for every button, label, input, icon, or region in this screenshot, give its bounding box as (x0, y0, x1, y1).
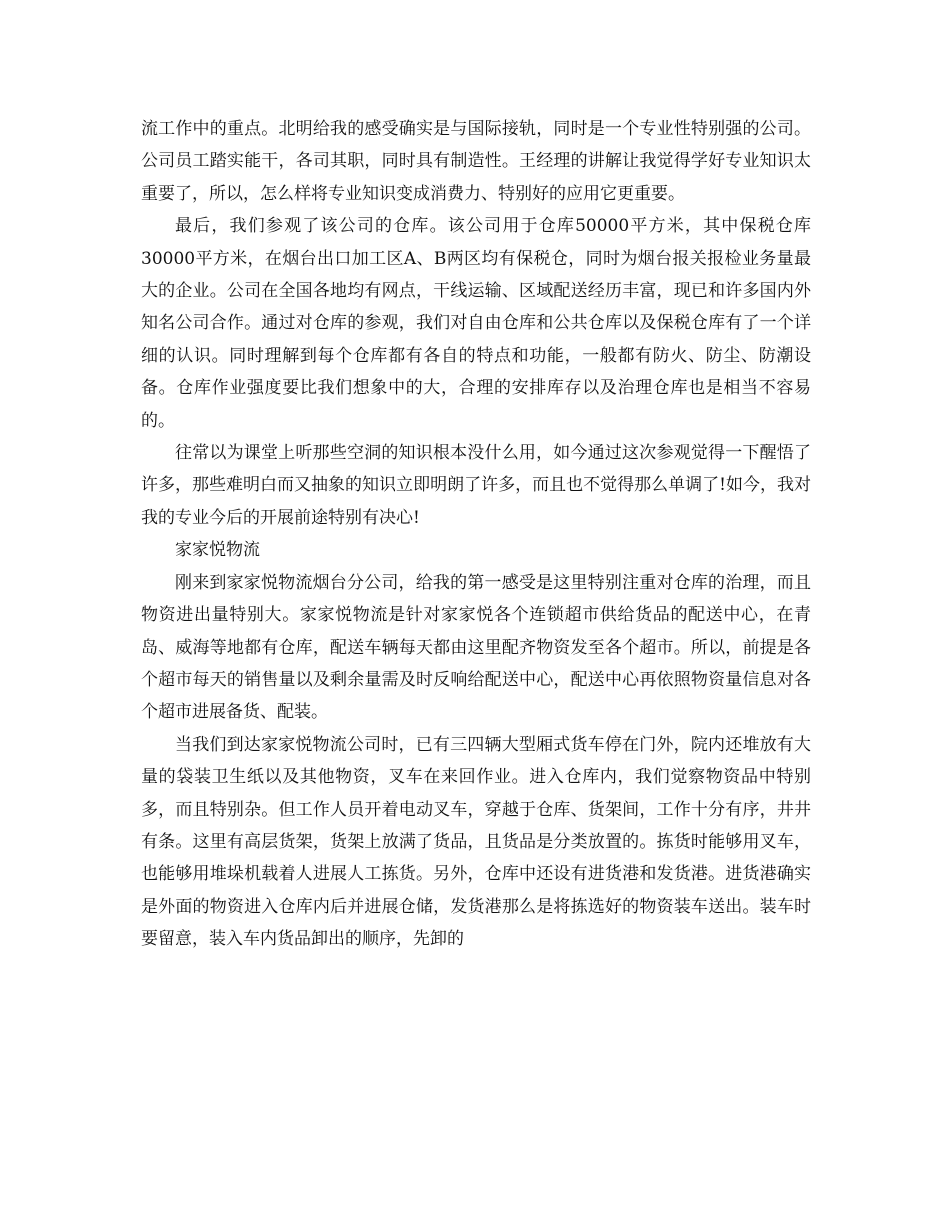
paragraph-continued: 流工作中的重点。北明给我的感受确实是与国际接轨，同时是一个专业性特别强的公司。公司员工踏实能干，各司其职，同时具有制造性。王经理的讲解让我觉得学好专业知识太重要了，所以，怎么样将专业知识变成消费力、特别好的应用它更重要。 (141, 119, 811, 204)
paragraph-jiajiayue-intro: 刚来到家家悦物流烟台分公司，给我的第一感受是这里特别注重对仓库的治理，而且物资进出量特别大。家家悦物流是针对家家悦各个连锁超市供给货品的配送中心，在青岛、威海等地都有仓库，配送车辆每天都由这里配齐物资发至各个超市。所以，前提是各个超市每天的销售量以及剩余量需及时反响给配送中心，配送中心再依照物资量信息对各个超市进展备货、配装。 (141, 572, 811, 723)
paragraph-warehouse-visit: 最后，我们参观了该公司的仓库。该公司用于仓库50000平方米，其中保税仓库30000平方米，在烟台出口加工区A、B两区均有保税仓，同时为烟台报关报检业务量最大的企业。公司在全国各地均有网点，干线运输、区域配送经历丰富，现已和许多国内外知名公司合作。通过对仓库的参观，我们对自由仓库和公共仓库以及保税仓库有了一个详细的认识。同时理解到每个仓库都有各自的特点和功能，一般都有防火、防尘、防潮设备。仓库作业强度要比我们想象中的大，合理的安排库存以及治理仓库也是相当不容易的。 (141, 216, 811, 431)
document-page (141, 113, 811, 956)
paragraph-reflection: 往常以为课堂上听那些空洞的知识根本没什么用，如今通过这次参观觉得一下醒悟了许多，那些难明白而又抽象的知识立即明朗了许多，而且也不觉得那么单调了!如今，我对我的专业今后的开展前途特别有决心! (141, 443, 811, 528)
section-heading: 家家悦物流 (175, 540, 260, 561)
paragraph-jiajiayue-operations: 当我们到达家家悦物流公司时，已有三四辆大型厢式货车停在门外，院内还堆放有大量的袋装卫生纸以及其他物资，叉车在来回作业。进入仓库内，我们觉察物资品中特别多，而且特别杂。但工作人员开着电动叉车，穿越于仓库、货架间，工作十分有序，井井有条。这里有高层货架，货架上放满了货品，且货品是分类放置的。拣货时能够用叉车，也能够用堆垛机载着人进展人工拣货。另外，仓库中还设有进货港和发货港。进货港确实是外面的物资进入仓库内后并进展仓储，发货港那么是将拣选好的物资装车送出。装车时要留意，装入车内货品卸出的顺序，先卸的 (141, 734, 811, 950)
